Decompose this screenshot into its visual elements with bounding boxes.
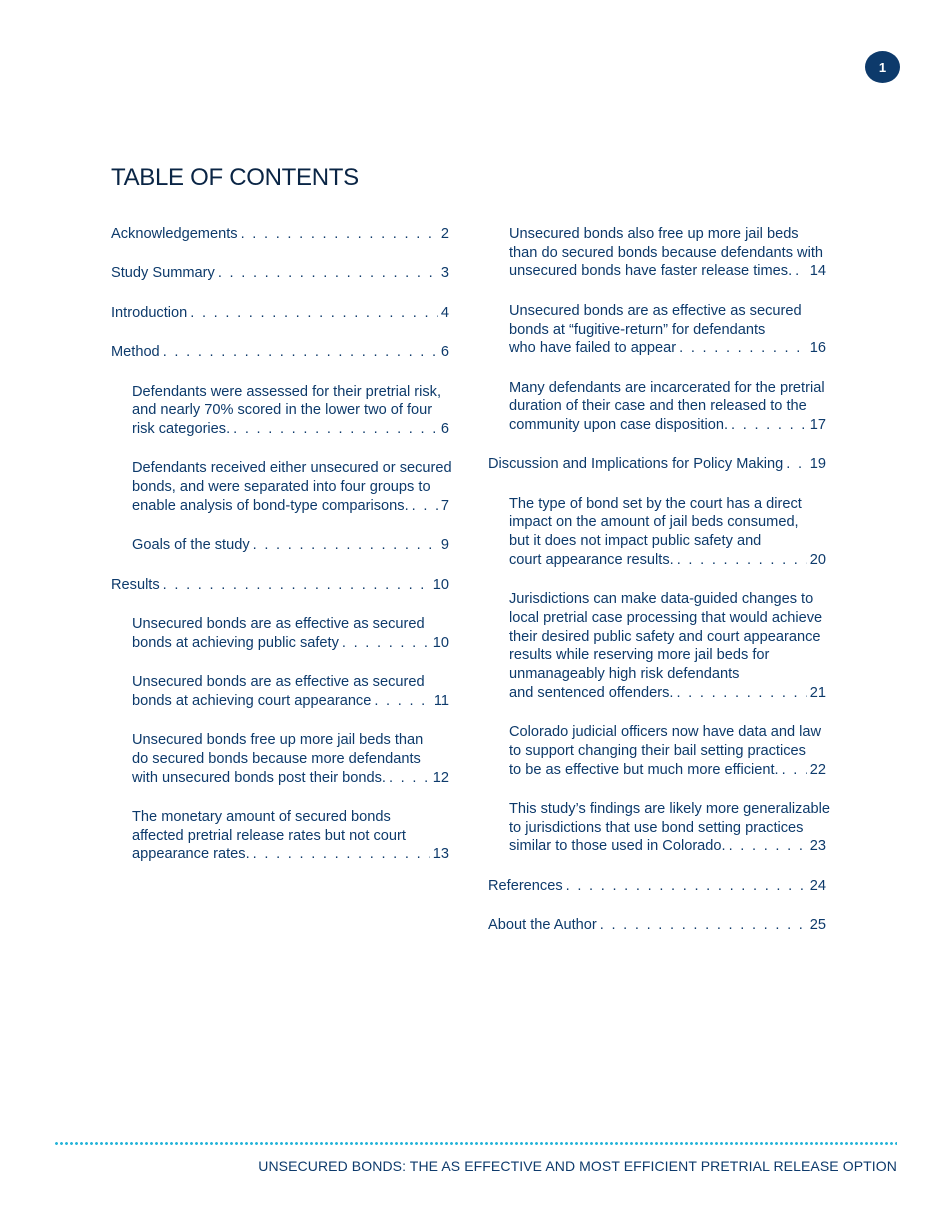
toc-subentry[interactable] [509,379,826,435]
toc-entry-text: Defendants received either unsecured or secured [132,460,452,477]
toc-entry-text: Unsecured bonds are as effective as secured [132,615,425,632]
toc-subentry[interactable] [509,590,826,702]
toc-page-number: 11 [433,692,449,709]
toc-entry[interactable] [488,877,826,896]
toc-page-number: 24 [809,877,826,894]
dot-leader [241,225,438,244]
toc-entry-text: with unsecured bonds post their bonds. [132,769,386,786]
dot-leader [374,692,431,711]
toc-entry-line [509,723,826,742]
toc-entry-text: Method [111,344,160,361]
toc-entry-text: to jurisdictions that use bond setting practices [509,819,804,836]
toc-entry-line [111,576,449,595]
toc-entry-text: do secured bonds because more defendants [132,750,421,767]
toc-entry[interactable] [488,455,826,474]
toc-subentry[interactable] [132,808,449,864]
toc-entry-text: community upon case disposition. [509,417,729,433]
toc-entry-text: Unsecured bonds are as effective as secured [132,674,425,691]
toc-page-number: 10 [432,576,449,593]
toc-entry[interactable] [111,343,449,362]
toc-entry-line [509,646,826,665]
footer-title: UNSECURED BONDS: THE AS EFFECTIVE AND MOST EFFICIENT PRETRIAL RELEASE OPTION [258,1158,897,1174]
toc-page-number: 16 [809,340,826,357]
dot-leader [566,877,807,896]
toc-entry-text: similar to those used in Colorado. [509,838,726,855]
toc-entry-line [509,244,826,263]
toc-entry-line [132,459,452,478]
toc-entry-text: bonds at achieving public safety [132,634,339,651]
toc-entry[interactable] [111,576,449,595]
toc-entry-line [509,532,826,551]
toc-page-number: 13 [432,846,449,863]
toc-entry-text: but it does not impact public safety and [509,533,762,550]
toc-entry-line [509,665,826,684]
toc-entry-text: This study’s findings are likely more generalizable [509,800,830,817]
toc-entry-line [509,397,826,416]
toc-subentry[interactable] [509,800,830,856]
toc-entry-line [132,615,449,634]
toc-entry-text: court appearance results. [509,551,674,568]
toc-page-number: 22 [809,761,826,778]
dot-leader [731,416,807,435]
toc-entry-line [132,497,449,516]
dot-leader [412,497,438,516]
toc-page-number: 4 [440,304,449,321]
toc-entry-line [509,551,826,570]
toc-page-number: 6 [440,344,449,361]
toc-entry-text: Defendants were assessed for their pretrial risk, [132,383,442,400]
toc-subentry[interactable] [132,383,449,439]
toc-entry-text: Colorado judicial officers now have data and law [509,724,822,741]
toc-entry-line [132,769,449,788]
toc-entry-line [111,304,449,323]
toc-subentry[interactable] [509,225,826,281]
toc-entry-text: unsecured bonds have faster release times. [509,263,793,280]
toc-page-number: 10 [432,634,449,651]
toc-entry-line [509,628,826,647]
dot-leader [729,837,807,856]
toc-page-number: 3 [440,265,449,282]
toc-entry-text: Discussion and Implications for Policy Making [488,456,784,473]
toc-entry-line [509,379,826,398]
dot-leader [600,916,807,935]
toc-page-number: 17 [809,417,826,433]
toc-entry-line [488,916,826,935]
toc-page-number: 12 [432,769,449,786]
dot-leader [190,304,438,323]
toc-entry-line [111,264,449,283]
toc-entry-line [132,808,449,827]
page-number-badge: 1 [865,51,900,83]
dot-leader [218,264,438,283]
dot-leader [389,769,430,788]
toc-page-number: 20 [809,551,826,568]
toc-subentry[interactable] [132,673,449,710]
toc-entry-text: The type of bond set by the court has a direct [509,495,802,512]
toc-page-number: 7 [440,497,449,514]
toc-entry-text: affected pretrial release rates but not court [132,827,406,844]
toc-right-column [488,225,830,956]
toc-entry-line [509,837,826,856]
toc-entry-text: duration of their case and then released to the [509,398,807,415]
toc-entry-line [509,742,826,761]
toc-entry-line [509,513,826,532]
toc-entry-text: bonds at achieving court appearance [132,692,372,709]
toc-entry-line [509,225,826,244]
dot-leader [676,684,806,703]
toc-subentry[interactable] [132,731,449,787]
toc-entry-text: risk categories. [132,420,231,437]
toc-page-number: 6 [440,420,449,437]
toc-entry-line [111,225,449,244]
toc-entry-line [509,684,826,703]
toc-entry-text: to support changing their bail setting practices [509,742,806,759]
toc-entry-text: About the Author [488,917,597,934]
toc-entry-line [509,761,826,780]
toc-entry-text: local pretrial case processing that would achieve [509,609,823,626]
dot-leader [795,262,807,281]
toc-entry-line [132,401,449,420]
dot-leader [163,576,430,595]
toc-entry-text: results while reserving more jail beds for [509,647,770,664]
toc-entry-text: Introduction [111,304,188,321]
toc-entry-text: Acknowledgements [111,226,238,242]
toc-entry-text: Jurisdictions can make data-guided changes to [509,591,814,608]
toc-entry-line [132,478,449,497]
toc-entry-text: appearance rates. [132,846,250,863]
toc-subentry[interactable] [509,723,826,779]
toc-entry-line [509,609,826,628]
toc-subentry[interactable] [509,495,826,570]
dot-leader [679,339,807,358]
toc-entry-line [509,800,830,819]
toc-entry-text: Unsecured bonds free up more jail beds than [132,732,424,749]
dot-leader [253,845,430,864]
toc-entry-line [509,416,826,435]
toc-entry-line [111,343,449,362]
page-title: TABLE OF CONTENTS [111,164,359,191]
footer-dotted-rule [54,1141,897,1146]
toc-entry[interactable] [488,916,826,935]
toc-entry[interactable] [111,264,449,283]
toc-entry-line [509,262,826,281]
toc-entry-line [132,731,449,750]
toc-entry[interactable] [111,225,449,244]
toc-entry-line [132,827,449,846]
toc-entry-text: and sentenced offenders. [509,684,674,701]
toc-entry-text: The monetary amount of secured bonds [132,808,391,825]
toc-entry-line [132,845,449,864]
dot-leader [786,455,807,474]
toc-entry-line [132,420,449,439]
toc-entry-line [132,634,449,653]
toc-entry[interactable] [111,304,449,323]
toc-entry-text: impact on the amount of jail beds consumed, [509,514,799,531]
toc-entry-line [488,455,826,474]
toc-entry-text: Results [111,576,160,593]
toc-entry-text: bonds, and were separated into four groups to [132,479,431,496]
dot-leader [253,536,438,555]
toc-entry-text: and nearly 70% scored in the lower two of four [132,402,433,419]
toc-page-number: 25 [809,917,826,934]
toc-entry-line [509,495,826,514]
toc-entry-line [132,383,449,402]
toc-subentry[interactable] [132,615,449,652]
toc-page-number: 23 [809,838,826,855]
toc-page-number: 2 [440,226,449,242]
toc-subentry[interactable] [132,459,452,515]
toc-entry-line [509,339,826,358]
dot-leader [782,761,807,780]
toc-entry-text: Goals of the study [132,537,250,554]
toc-entry-text: Unsecured bonds are as effective as secured [509,302,802,319]
toc-entry-line [132,692,449,711]
toc-entry-line [132,750,449,769]
toc-page-number: 19 [809,456,826,473]
toc-entry-text: bonds at “fugitive-return” for defendants [509,321,766,338]
toc-entry-text: enable analysis of bond-type comparisons. [132,497,409,514]
dot-leader [677,551,807,570]
toc-entry-line [509,321,826,340]
toc-entry-text: who have failed to appear [509,340,677,357]
toc-entry-line [509,302,826,321]
toc-entry-text: Study Summary [111,265,215,282]
toc-subentry[interactable] [509,302,826,358]
toc-subentry[interactable] [132,536,449,555]
toc-entry-text: than do secured bonds because defendants with [509,244,823,261]
dot-leader [163,343,438,362]
toc-entry-text: their desired public safety and court appearance [509,628,821,645]
toc-entry-line [488,877,826,896]
toc-entry-line [509,590,826,609]
toc-entry-text: unmanageably high risk defendants [509,666,740,683]
toc-entry-text: References [488,877,563,894]
toc-entry-line [509,819,826,838]
toc-left-column [111,225,452,885]
toc-page-number: 21 [809,684,826,701]
toc-entry-text: to be as effective but much more efficient. [509,761,779,778]
dot-leader [233,420,438,439]
dot-leader [342,634,430,653]
toc-entry-line [132,536,449,555]
toc-entry-line [132,673,449,692]
toc-page-number: 9 [440,537,449,554]
toc-entry-text: Unsecured bonds also free up more jail beds [509,226,799,242]
toc-entry-text: Many defendants are incarcerated for the pretrial [509,379,825,396]
toc-page-number: 14 [809,263,826,280]
